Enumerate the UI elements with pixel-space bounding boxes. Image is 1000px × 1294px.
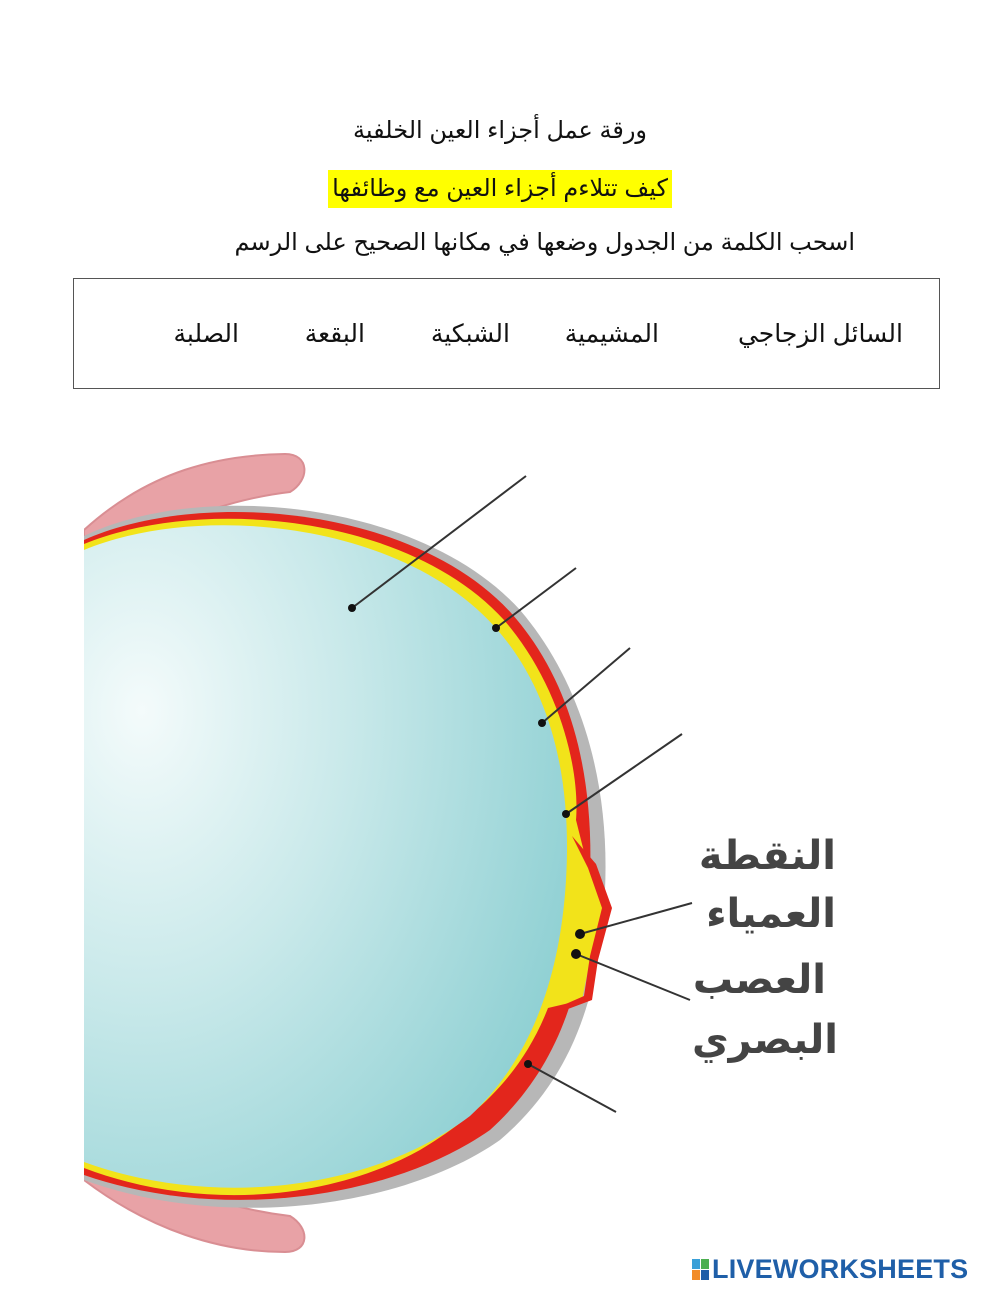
word-vitreous-humor[interactable]: السائل الزجاجي — [737, 320, 903, 348]
drop-zone-4[interactable] — [686, 716, 836, 750]
instruction-text: اسحب الكلمة من الجدول وضعها في مكانها الصحيح على الرسم — [234, 229, 855, 256]
word-choroid[interactable]: المشيمية — [564, 320, 659, 348]
subtitle-container — [0, 170, 1000, 208]
worksheet-title: ورقة عمل أجزاء العين الخلفية — [353, 117, 647, 144]
worksheet-subtitle-highlighted: كيف تتلاءم أجزاء العين مع وظائفها — [328, 170, 672, 208]
word-retina[interactable]: الشبكية — [430, 320, 510, 348]
brand-text: LIVEWORKSHEETS — [712, 1253, 969, 1284]
logo-grid-icon — [692, 1259, 709, 1280]
eye-diagram — [0, 440, 1000, 1270]
label-optic-nerve-line2: البصري — [691, 1018, 838, 1062]
word-macula[interactable]: البقعة — [304, 320, 365, 348]
word-bank-box — [73, 278, 940, 389]
label-blind-spot-line1: النقطة — [698, 834, 836, 878]
drop-zone-1[interactable] — [530, 458, 680, 492]
liveworksheets-logo — [692, 1252, 968, 1286]
eye-cross-section-svg — [0, 440, 1000, 1270]
drop-zone-5[interactable] — [620, 1096, 770, 1130]
label-blind-spot-line2: العمياء — [706, 892, 836, 936]
label-optic-nerve-line1: العصب — [692, 958, 826, 1002]
drop-zone-3[interactable] — [634, 630, 784, 664]
word-sclera[interactable]: الصلبة — [173, 320, 239, 348]
drop-zone-2[interactable] — [580, 550, 730, 584]
